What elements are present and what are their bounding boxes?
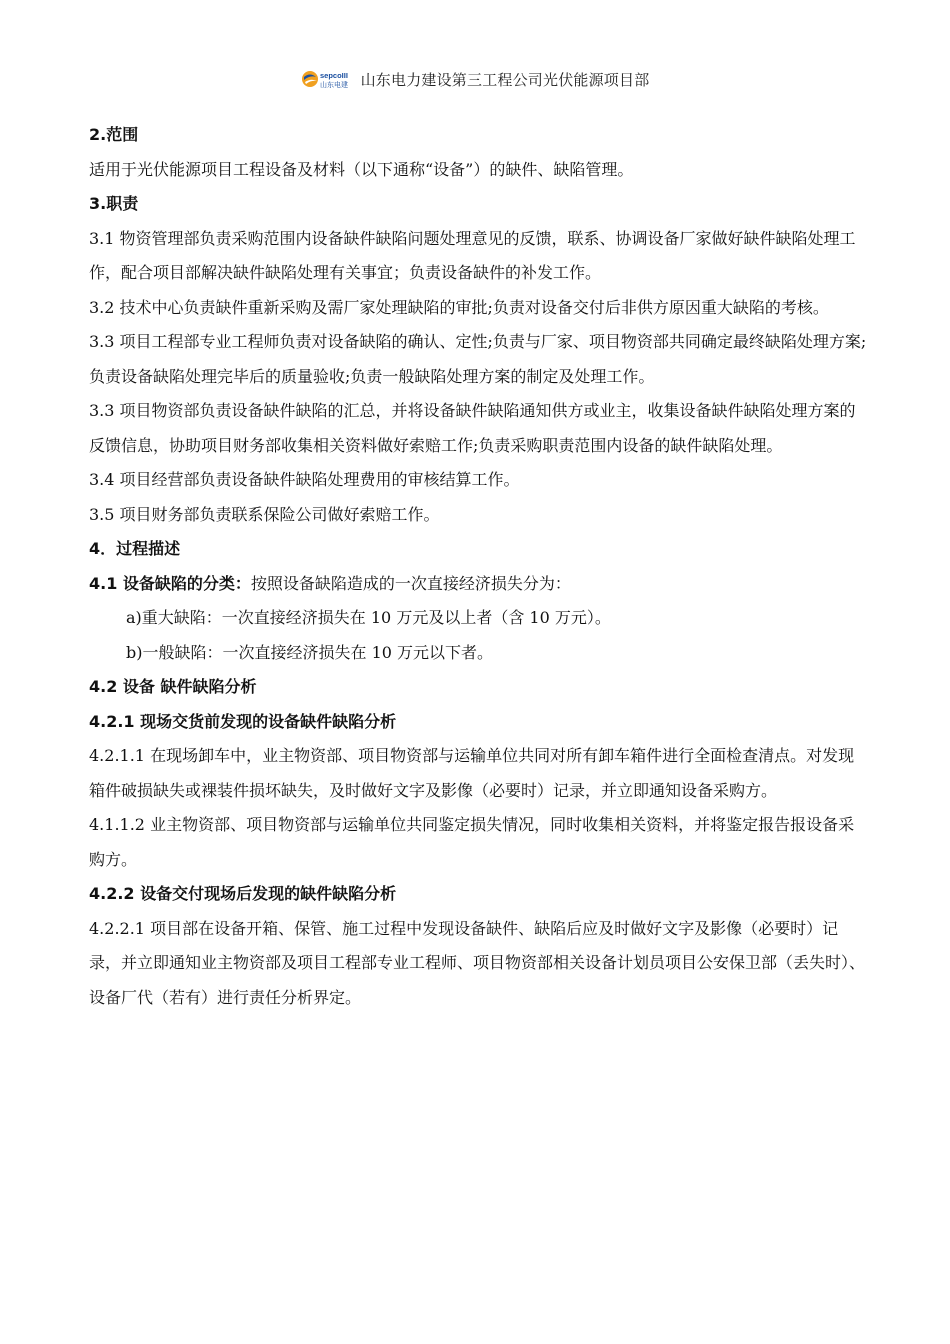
- section-3-4: 3.4 项目经营部负责设备缺件缺陷处理费用的审核结算工作。: [89, 470, 520, 489]
- section-4-2-1-1: 4.2.1.1 在现场卸车中，业主物资部、项目物资部与运输单位共同对所有卸车箱件进行全面检查清点。对发现箱件破损缺失或裸装件损坏缺失，及时做好文字及影像（必要时）记录，并立即通知设备采购方。: [89, 746, 855, 800]
- section-4-1-text: 按照设备缺陷造成的一次直接经济损失分为：: [250, 573, 571, 593]
- section-4-1-b: b)一般缺陷：一次直接经济损失在 10 万元以下者。: [126, 642, 494, 662]
- section-4-1-a: a)重大缺陷：一次直接经济损失在 10 万元及以上者（含 10 万元）。: [126, 608, 611, 627]
- section-4-1-1-2: 4.1.1.2 业主物资部、项目物资部与运输单位共同鉴定损失情况，同时收集相关资料，并将鉴定报告报设备采购方。: [89, 815, 855, 869]
- section-3-heading: 3.职责: [89, 194, 139, 213]
- header-inner: [301, 68, 650, 90]
- section-3-5: 3.5 项目财务部负责联系保险公司做好索赔工作。: [89, 504, 440, 524]
- section-3-3-engineering: 3.3 项目工程部专业工程师负责对设备缺陷的确认、定性;负责与厂家、项目物资部共同确定最终缺陷处理方案;负责设备缺陷处理完毕后的质量验收;负责一般缺陷处理方案的制定及处理工作。: [89, 332, 867, 386]
- section-4-1: [89, 567, 869, 602]
- section-4-2-heading: 4.2 设备 缺件缺陷分析: [89, 677, 257, 696]
- company-logo: [301, 68, 357, 90]
- section-2-text: 适用于光伏能源项目工程设备及材料（以下通称“设备”）的缺件、缺陷管理。: [89, 159, 634, 179]
- section-4-heading: 4．过程描述: [89, 539, 181, 558]
- section-3-2: 3.2 技术中心负责缺件重新采购及需厂家处理缺陷的审批;负责对设备交付后非供方原因重大缺陷的考核。: [89, 297, 829, 317]
- logo-text-bottom: 山东电建: [319, 81, 348, 89]
- section-4-2-1-heading: 4.2.1 现场交货前发现的设备缺件缺陷分析: [89, 711, 397, 731]
- section-2-heading: 2.范围: [89, 125, 139, 144]
- company-logo-icon: [301, 68, 357, 90]
- section-4-2-2-1: 4.2.2.1 项目部在设备开箱、保管、施工过程中发现设备缺件、缺陷后应及时做好文字及影像（必要时）记录，并立即通知业主物资部及项目工程部专业工程师、项目物资部相关设备计划员项目公安保卫部（丢失时）、设备厂代（若有）进行责任分析界定。: [89, 918, 866, 1007]
- section-4-1-label: 4.1 设备缺陷的分类：: [89, 573, 251, 593]
- section-4-2-2-heading: 4.2.2 设备交付现场后发现的缺件缺陷分析: [89, 884, 397, 903]
- section-3-3-materials: 3.3 项目物资部负责设备缺件缺陷的汇总，并将设备缺件缺陷通知供方或业主，收集设备缺件缺陷处理方案的反馈信息，协助项目财务部收集相关资料做好索赔工作;负责采购职责范围内设备的缺件缺陷处理。: [89, 401, 856, 455]
- logo-text-top: sepcoIII: [319, 71, 348, 80]
- header-title: 山东电力建设第三工程公司光伏能源项目部: [360, 70, 650, 89]
- page-header: [0, 64, 950, 94]
- section-3-1: 3.1 物资管理部负责采购范围内设备缺件缺陷问题处理意见的反馈，联系、协调设备厂家做好缺件缺陷处理工作，配合项目部解决缺件缺陷处理有关事宜；负责设备缺件的补发工作。: [89, 228, 856, 282]
- document-body: [89, 118, 869, 1015]
